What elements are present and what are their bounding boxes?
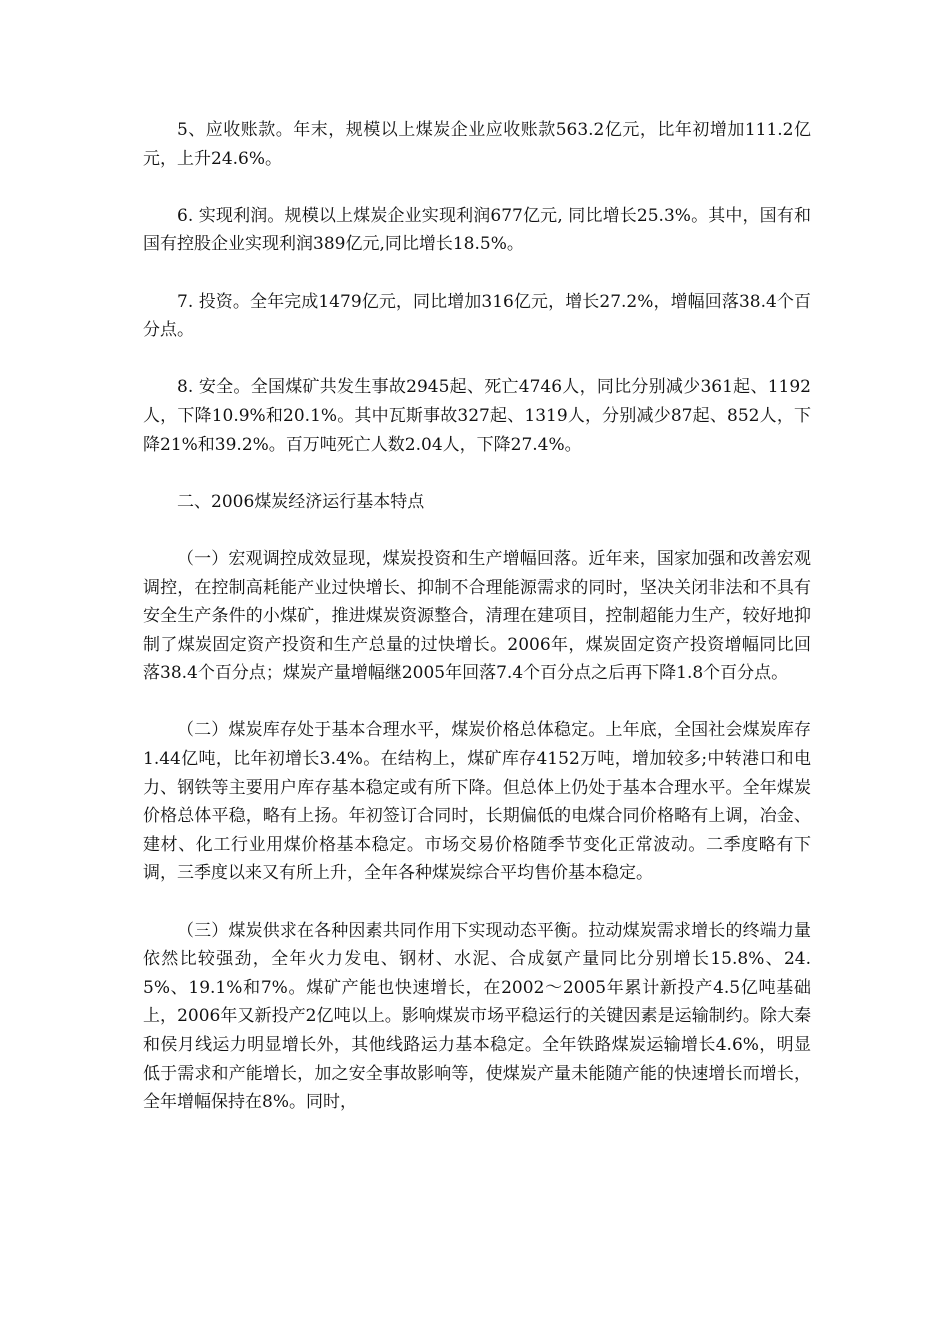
paragraph-gap [143,688,811,717]
section-heading: 二、2006煤炭经济运行基本特点 [177,491,425,512]
paragraph-gap [143,345,811,374]
paragraph-gap [143,173,811,202]
document-body [143,116,811,1117]
paragraph-inventory-price: （二）煤炭库存处于基本合理水平，煤炭价格总体稳定。上年底，全国社会煤炭库存1.44亿吨，比年初增长3.4%。在结构上，煤矿库存4152万吨，增加较多;中转港口和电力、钢铁等主要用户库存基本稳定或有所下降。但总体上仍处于基本合理水平。全年煤炭价格总体平稳，略有上扬。年初签订合同时，长期偏低的电煤合同价格略有上调，冶金、建材、化工行业用煤价格基本稳定。市场交易价格随季节变化正常波动。二季度略有下调，三季度以来又有所上升，全年各种煤炭综合平均售价基本稳定。 [143,720,811,884]
paragraph-macro-control: （一）宏观调控成效显现，煤炭投资和生产增幅回落。近年来，国家加强和改善宏观调控，在控制高耗能产业过快增长、抑制不合理能源需求的同时，坚决关闭非法和不具有安全生产条件的小煤矿，推进煤炭资源整合，清理在建项目，控制超能力生产，较好地抑制了煤炭固定资产投资和生产总量的过快增长。2006年，煤炭固定资产投资增幅同比回落38.4个百分点；煤炭产量增幅继2005年回落7.4个百分点之后再下降1.8个百分点。 [143,548,811,684]
paragraph-investment: 7. 投资。全年完成1479亿元，同比增加316亿元，增长27.2%，增幅回落38.4个百分点。 [143,291,811,341]
paragraph-accounts-receivable: 5、应收账款。年末，规模以上煤炭企业应收账款563.2亿元，比年初增加111.2亿元，上升24.6%。 [143,120,811,169]
paragraph-safety: 8. 安全。全国煤矿共发生事故2945起、死亡4746人，同比分别减少361起、1192人，下降10.9%和20.1%。其中瓦斯事故327起、1319人，分别减少87起、852人，下降21%和39.2%。百万吨死亡人数2.04人，下降27.4%。 [143,377,811,455]
paragraph-supply-demand: （三）煤炭供求在各种因素共同作用下实现动态平衡。拉动煤炭需求增长的终端力量依然比较强劲，全年火力发电、钢材、水泥、合成氨产量同比分别增长15.8%、24.5%、19.1%和7%。煤矿产能也快速增长，在2002～2005年累计新投产4.5亿吨基础上，2006年又新投产2亿吨以上。影响煤炭市场平稳运行的关键因素是运输制约。除大秦和侯月线运力明显增长外，其他线路运力基本稳定。全年铁路煤炭运输增长4.6%，明显低于需求和产能增长，加之安全事故影响等，使煤炭产量未能随产能的快速增长而增长，全年增幅保持在8%。同时， [143,920,811,1113]
paragraph-gap [143,516,811,545]
paragraph-gap [143,259,811,288]
paragraph-gap [143,459,811,488]
paragraph-profit: 6. 实现利润。规模以上煤炭企业实现利润677亿元, 同比增长25.3%。其中，国有和国有控股企业实现利润389亿元,同比增长18.5%。 [143,205,811,255]
paragraph-gap [143,888,811,917]
